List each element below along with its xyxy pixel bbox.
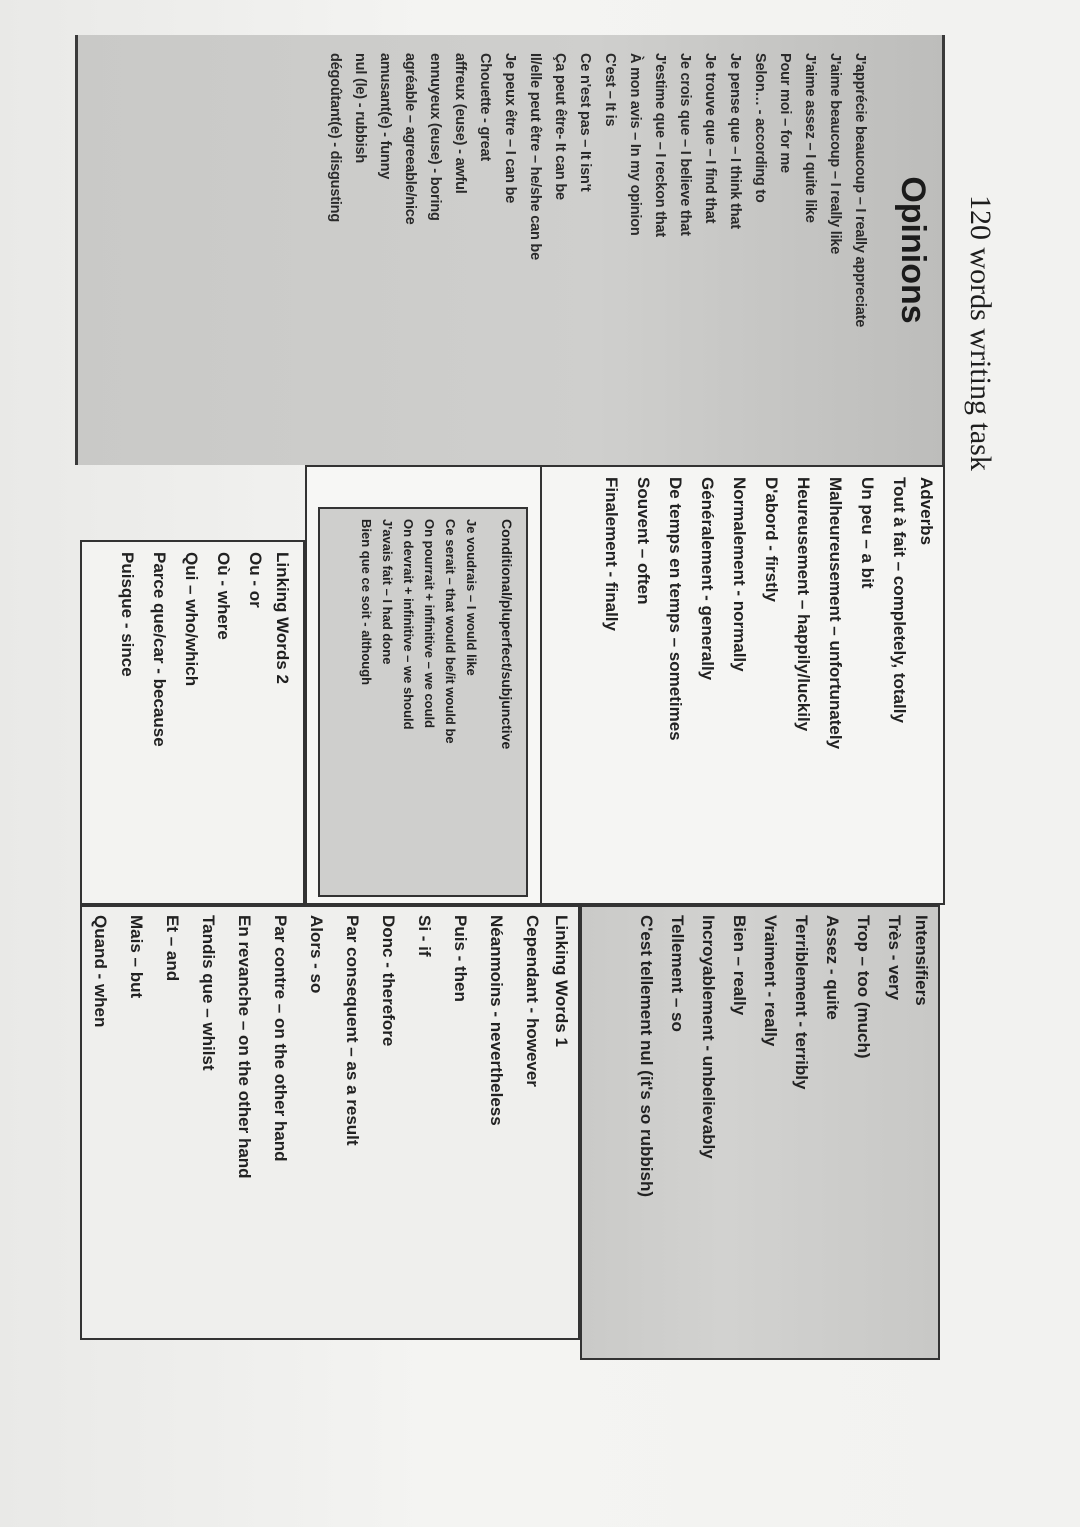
list-item: Je voudrais – I would like [464, 519, 479, 676]
list-item: Vraiment - really [761, 915, 780, 1047]
list-item: Je crois que – I believe that [677, 53, 693, 236]
list-item: De temps en temps – sometimes [666, 477, 685, 741]
list-item: Mais – but [127, 915, 146, 999]
list-item: On devrait + infinitive – we should [401, 519, 416, 730]
list-item: Incroyablement - unbelievably [699, 915, 718, 1159]
list-item: Je pense que – I think that [727, 53, 743, 229]
list-item: J'apprécie beaucoup – I really appreciate [852, 53, 868, 328]
conditional-list [356, 519, 482, 744]
list-item: Ou - or [246, 552, 265, 608]
conditional-box [318, 507, 528, 897]
list-item: Souvent – often [634, 477, 653, 605]
list-item: J'estime que – I reckon that [652, 53, 668, 237]
list-item: C'est – It is [602, 53, 618, 127]
list-item: Il/elle peut être – he/she can be [527, 53, 543, 260]
list-item: Heureusement – happily/luckily [794, 477, 813, 732]
list-item: Pour moi – for me [777, 53, 793, 173]
linking-words-1-box [80, 905, 580, 1340]
list-item: Néanmoins - nevertheless [487, 915, 506, 1126]
list-item: Ce n'est pas – It isn't [577, 53, 593, 192]
adverbs-list [595, 477, 915, 749]
list-item: Terriblement - terribly [792, 915, 811, 1090]
list-item: Ce serait – that would be/it would be [443, 519, 458, 744]
list-item: Bien que ce soit - although [359, 519, 374, 686]
list-item: Selon… - according to [752, 53, 768, 203]
linking-words-2-list [111, 552, 271, 747]
opinions-heading: Opinions [894, 176, 932, 324]
list-item: Tellement – so [668, 915, 687, 1032]
list-item: J'aime beaucoup – I really like [827, 53, 843, 255]
list-item: ennuyeux (euse) - boring [427, 53, 443, 221]
list-item: Puis - then [451, 915, 470, 1002]
list-item: Cependant - however [523, 915, 542, 1087]
list-item: amusant(e) - funny [377, 53, 393, 180]
list-item: On pourrait + infinitive – we could [422, 519, 437, 729]
list-item: Alors - so [307, 915, 326, 994]
conditional-section [305, 465, 540, 905]
conditional-heading: Conditional/pluperfect/subjunctive [499, 519, 515, 750]
list-item: À mon avis – In my opinion [627, 53, 643, 236]
list-item: Très - very [885, 915, 904, 1001]
linking-words-1-list [82, 915, 550, 1179]
list-item: Puisque - since [118, 552, 137, 677]
list-item: Si - if [415, 915, 434, 957]
list-item: Chouette - great [477, 53, 493, 161]
list-item: D'abord - firstly [762, 477, 781, 602]
list-item: C'est tellement nul (it's so rubbish) [637, 915, 656, 1198]
list-item: Normalement - normally [730, 477, 749, 672]
list-item: J'aime assez – I quite like [802, 53, 818, 223]
list-item: Bien – really [730, 915, 749, 1016]
opinions-box [75, 35, 945, 465]
list-item: Je trouve que – I find that [702, 53, 718, 224]
vocabulary-sheet [75, 35, 945, 1405]
list-item: J'avais fait – I had done [380, 519, 395, 665]
list-item: agréable – agreeable/nice [402, 53, 418, 225]
list-item: Tandis que – whilst [199, 915, 218, 1071]
list-item: En revanche – on the other hand [235, 915, 254, 1179]
list-item: Je peux être – I can be [502, 53, 518, 204]
list-item: Finalement - finally [602, 477, 621, 631]
adverbs-box [540, 465, 945, 905]
list-item: affreux (euse) - awful [452, 53, 468, 194]
list-item: Où - where [214, 552, 233, 640]
list-item: Généralement - generally [698, 477, 717, 681]
adverbs-heading: Adverbs [917, 477, 936, 546]
list-item: Par contre – on the other hand [271, 915, 290, 1162]
list-item: Qui – who/which [182, 552, 201, 687]
intensifiers-box [580, 905, 940, 1360]
list-item: Assez - quite [823, 915, 842, 1020]
list-item: Par consequent – as a result [343, 915, 362, 1146]
intensifiers-heading: Intensifiers [912, 915, 931, 1006]
list-item: Trop – too (much) [854, 915, 873, 1059]
linking-words-2-heading: Linking Words 2 [273, 552, 292, 684]
list-item: dégoûtant(e) - disgusting [327, 53, 343, 222]
opinions-list [322, 53, 872, 327]
list-item: nul (le) - rubbish [352, 53, 368, 163]
list-item: Un peu – a bit [858, 477, 877, 589]
list-item: Ça peut être- It can be [552, 53, 568, 200]
list-item: Donc - therefore [379, 915, 398, 1047]
list-item: Et – and [163, 915, 182, 982]
list-item: Malheureusement – unfortunately [826, 477, 845, 750]
page-title: 120 words writing task [964, 195, 997, 471]
intensifiers-list [631, 915, 910, 1197]
linking-words-2-box [80, 540, 305, 905]
list-item: Tout à fait – completely, totally [890, 477, 909, 723]
list-item: Parce que/car - because [150, 552, 169, 747]
list-item: Quand - when [91, 915, 110, 1028]
linking-words-1-heading: Linking Words 1 [552, 915, 571, 1047]
